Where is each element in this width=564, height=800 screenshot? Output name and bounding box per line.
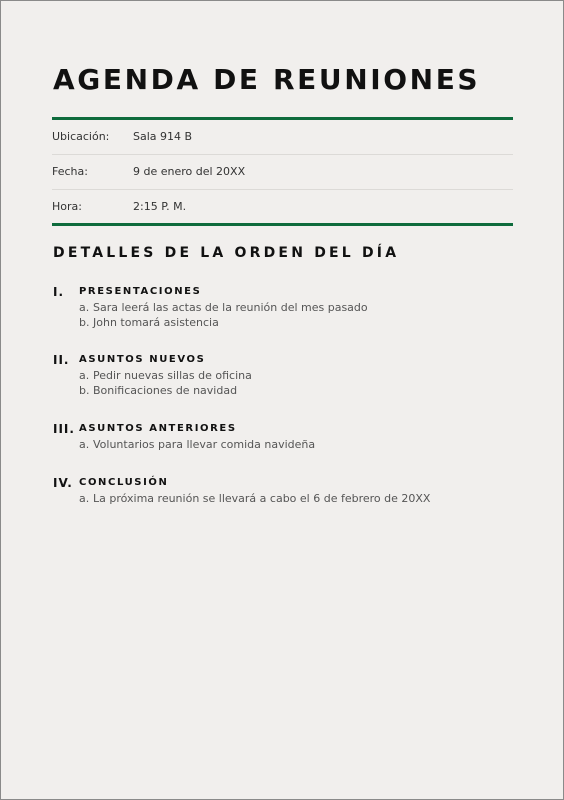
- agenda-item-header: [53, 476, 513, 492]
- date-value: 9 de enero del 20XX: [133, 165, 246, 178]
- agenda-subitem-list: [53, 492, 513, 507]
- document-title: AGENDA DE REUNIONES: [53, 63, 481, 96]
- bottom-divider: [52, 223, 513, 226]
- subitem-letter: a.: [79, 438, 90, 451]
- agenda-item-title: CONCLUSIÓN: [79, 477, 169, 488]
- agenda-subitem: [53, 384, 513, 399]
- agenda-item-header: [53, 353, 513, 369]
- date-label: Fecha:: [52, 165, 88, 178]
- subitem-text: La próxima reunión se llevará a cabo el 6 de febrero de 20XX: [93, 492, 431, 505]
- agenda-item-title: ASUNTOS ANTERIORES: [79, 423, 237, 434]
- location-label: Ubicación:: [52, 130, 110, 143]
- agenda-item-numeral: III.: [53, 422, 75, 436]
- section-heading: DETALLES DE LA ORDEN DEL DÍA: [53, 245, 400, 261]
- agenda-subitem-list: [53, 301, 513, 331]
- agenda-item-numeral: IV.: [53, 476, 73, 490]
- agenda-item-old-business: [53, 422, 513, 453]
- subitem-letter: a.: [79, 369, 90, 382]
- agenda-item-conclusion: [53, 476, 513, 507]
- info-row-date: [52, 155, 513, 190]
- subitem-letter: b.: [79, 384, 90, 397]
- time-label: Hora:: [52, 200, 82, 213]
- info-row-time: [52, 190, 513, 224]
- agenda-item-numeral: I.: [53, 285, 65, 299]
- agenda-subitem: [53, 316, 513, 331]
- agenda-item-header: [53, 422, 513, 438]
- time-value: 2:15 P. M.: [133, 200, 187, 213]
- agenda-item-numeral: II.: [53, 353, 70, 367]
- subitem-text: Pedir nuevas sillas de oficina: [93, 369, 252, 382]
- info-row-location: [52, 120, 513, 155]
- subitem-letter: a.: [79, 301, 90, 314]
- agenda-subitem: [53, 301, 513, 316]
- location-value: Sala 914 B: [133, 130, 193, 143]
- subitem-text: Voluntarios para llevar comida navideña: [93, 438, 316, 451]
- agenda-subitem: [53, 492, 513, 507]
- agenda-subitem: [53, 369, 513, 384]
- agenda-subitem: [53, 438, 513, 453]
- subitem-text: Bonificaciones de navidad: [93, 384, 238, 397]
- agenda-subitem-list: [53, 438, 513, 453]
- agenda-subitem-list: [53, 369, 513, 399]
- subitem-text: Sara leerá las actas de la reunión del mes pasado: [93, 301, 368, 314]
- agenda-item-presentations: [53, 285, 513, 331]
- agenda-item-title: ASUNTOS NUEVOS: [79, 354, 206, 365]
- subitem-letter: b.: [79, 316, 90, 329]
- agenda-item-header: [53, 285, 513, 301]
- subitem-letter: a.: [79, 492, 90, 505]
- meeting-info-table: [52, 120, 513, 224]
- agenda-item-new-business: [53, 353, 513, 399]
- subitem-text: John tomará asistencia: [93, 316, 219, 329]
- agenda-item-title: PRESENTACIONES: [79, 286, 202, 297]
